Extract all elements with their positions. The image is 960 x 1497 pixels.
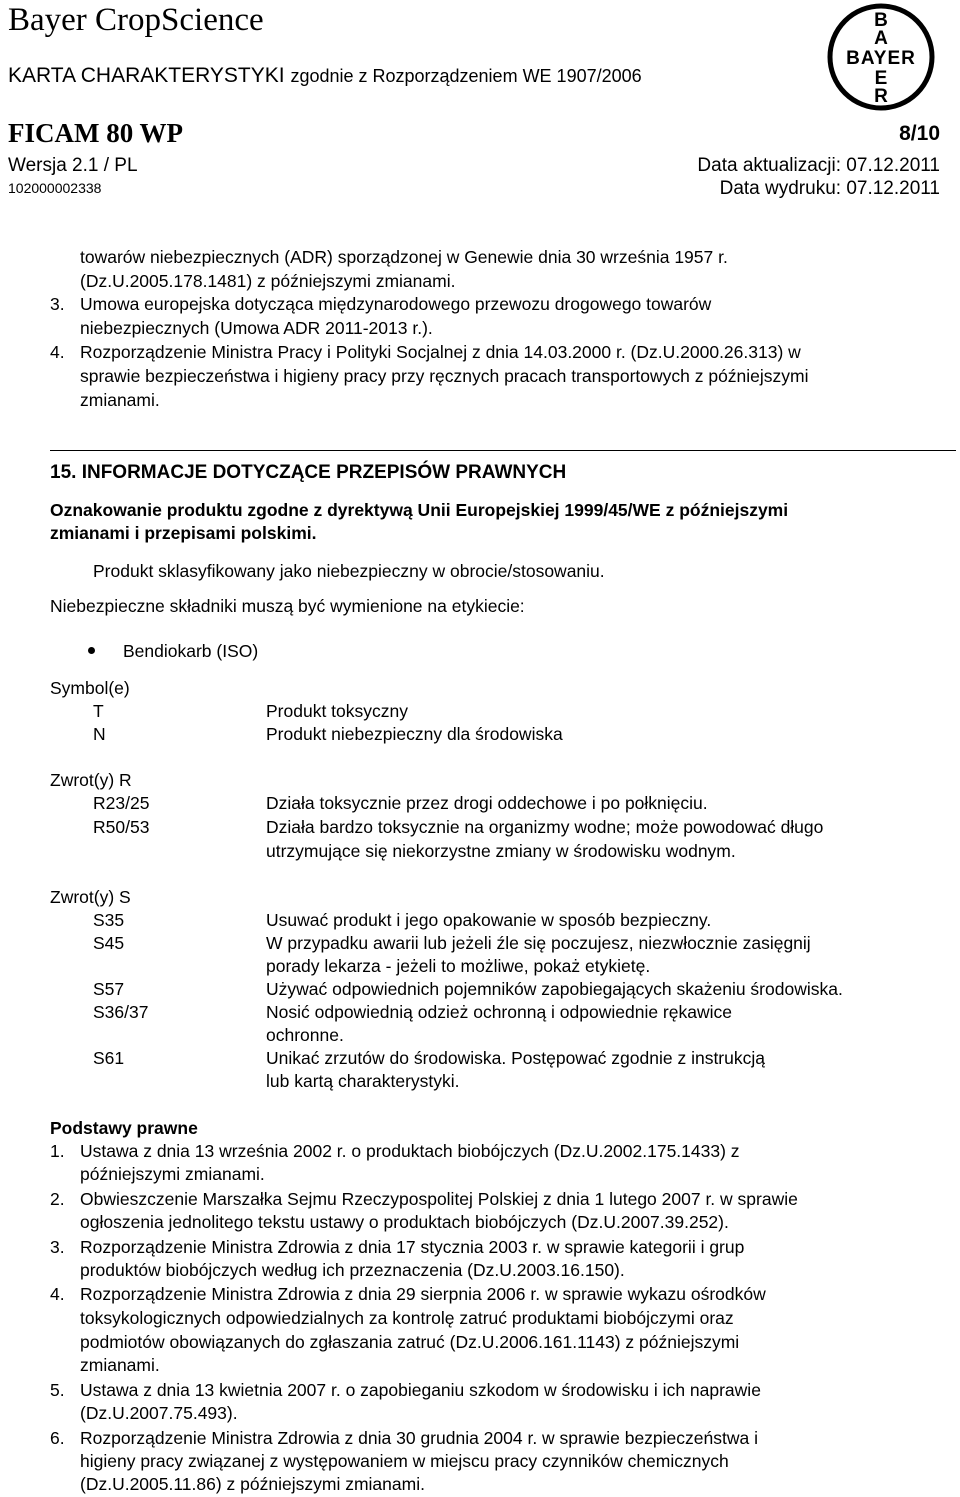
list-number: 2.: [50, 1189, 65, 1209]
legal-item-text: Rozporządzenie Ministra Zdrowia z dnia 29 sierpnia 2006 r. w sprawie wykazu ośrodków: [80, 1284, 766, 1304]
list-item-text: zmianami.: [80, 390, 160, 410]
symbol-text: Produkt niebezpieczny dla środowiska: [266, 724, 563, 744]
list-item-text: Rozporządzenie Ministra Pracy i Polityki Socjalnej z dnia 14.03.2000 r. (Dz.U.2000.26.313) w: [80, 342, 801, 362]
intro-line: towarów niebezpiecznych (ADR) sporządzonej w Genewie dnia 30 września 1957 r.: [80, 247, 728, 267]
r-phrase-text: utrzymujące się niekorzystne zmiany w środowisku wodnym.: [266, 841, 736, 861]
r-phrase-code: R50/53: [93, 817, 150, 837]
s-phrase-text: W przypadku awarii lub jeżeli źle się poczujesz, niezwłocznie zasięgnij: [266, 933, 811, 953]
legal-item-text: (Dz.U.2005.11.86) z późniejszymi zmianami.: [80, 1474, 425, 1494]
classification-text: Produkt sklasyfikowany jako niebezpieczny w obrocie/stosowaniu.: [93, 561, 605, 581]
version-label: Wersja 2.1 / PL: [8, 155, 138, 176]
legal-item-text: późniejszymi zmianami.: [80, 1164, 265, 1184]
list-number: 4.: [50, 342, 65, 362]
s-phrase-text: lub kartą charakterystyki.: [266, 1071, 460, 1091]
list-item-text: Umowa europejska dotycząca międzynarodowego przewozu drogowego towarów: [80, 294, 712, 314]
list-number: 3.: [50, 294, 65, 314]
s-phrase-text: porady lekarza - jeżeli to możliwe, pokaż etykietę.: [266, 956, 651, 976]
s-phrase-code: S61: [93, 1048, 125, 1068]
bayer-cross-logo: [826, 2, 936, 112]
component-name: Bendiokarb (ISO): [123, 641, 259, 661]
r-phrase-text: Działa bardzo toksycznie na organizmy wodne; może powodować długo: [266, 817, 824, 837]
r-phrases-label: Zwrot(y) R: [50, 770, 132, 790]
symbol-code: N: [93, 724, 106, 744]
list-number: 5.: [50, 1380, 65, 1400]
company-name: Bayer CropScience: [8, 2, 264, 38]
document-code: 102000002338: [8, 180, 102, 196]
section-subheading: zmianami i przepisami polskimi.: [50, 523, 317, 543]
legal-item-text: Ustawa z dnia 13 września 2002 r. o produktach biobójczych (Dz.U.2002.175.1433) z: [80, 1141, 740, 1161]
legal-item-text: Ustawa z dnia 13 kwietnia 2007 r. o zapobieganiu szkodom w środowisku i ich naprawie: [80, 1380, 761, 1400]
r-phrase-code: R23/25: [93, 793, 150, 813]
svg-text:B: B: [874, 10, 888, 31]
regulation-label: zgodnie z Rozporządzeniem WE 1907/2006: [290, 66, 642, 86]
legal-item-text: (Dz.U.2007.75.493).: [80, 1403, 238, 1423]
s-phrase-code: S35: [93, 910, 125, 930]
symbols-label: Symbol(e): [50, 678, 130, 698]
list-item-text: niebezpiecznych (Umowa ADR 2011-2013 r.).: [80, 318, 433, 338]
s-phrase-code: S36/37: [93, 1002, 149, 1022]
svg-text:R: R: [874, 86, 888, 107]
legal-item-text: ogłoszenia jednolitego tekstu ustawy o produktach biobójczych (Dz.U.2007.39.252).: [80, 1212, 729, 1232]
section-subheading: Oznakowanie produktu zgodne z dyrektywą Unii Europejskiej 1999/45/WE z późniejszymi: [50, 500, 789, 520]
svg-text:A: A: [874, 28, 888, 49]
s-phrases-label: Zwrot(y) S: [50, 887, 131, 907]
s-phrase-text: Nosić odpowiednią odzież ochronną i odpowiednie rękawice: [266, 1002, 732, 1022]
document-type: [8, 64, 642, 88]
list-number: 1.: [50, 1141, 65, 1161]
s-phrase-text: Unikać zrzutów do środowiska. Postępować zgodnie z instrukcją: [266, 1048, 765, 1068]
svg-text:E: E: [874, 68, 888, 89]
section-heading: 15. INFORMACJE DOTYCZĄCE PRZEPISÓW PRAWNYCH: [50, 462, 567, 483]
legal-heading: Podstawy prawne: [50, 1118, 198, 1138]
list-number: 4.: [50, 1284, 65, 1304]
legal-item-text: podmiotów obowiązanych do zgłaszania zatruć (Dz.U.2006.161.1143) z późniejszymi: [80, 1332, 740, 1352]
doc-type-label: KARTA CHARAKTERYSTYKI: [8, 64, 285, 87]
legal-item-text: Rozporządzenie Ministra Zdrowia z dnia 17 stycznia 2003 r. w sprawie kategorii i grup: [80, 1237, 745, 1257]
hazardous-intro: Niebezpieczne składniki muszą być wymienione na etykiecie:: [50, 596, 525, 616]
legal-item-text: Obwieszczenie Marszałka Sejmu Rzeczypospolitej Polskiej z dnia 1 lutego 2007 r. w sprawie: [80, 1189, 798, 1209]
list-item-text: sprawie bezpieczeństwa i higieny pracy przy ręcznych pracach transportowych z późniejszymi: [80, 366, 809, 386]
legal-item-text: produktów biobójczych według ich przeznaczenia (Dz.U.2003.16.150).: [80, 1260, 625, 1280]
svg-text:BAYER: BAYER: [846, 48, 916, 69]
update-date: Data aktualizacji: 07.12.2011: [697, 155, 940, 176]
list-number: 3.: [50, 1237, 65, 1257]
product-name: FICAM 80 WP: [8, 118, 183, 148]
s-phrase-text: Usuwać produkt i jego opakowanie w sposób bezpieczny.: [266, 910, 712, 930]
page-number: 8/10: [899, 122, 940, 145]
list-number: 6.: [50, 1428, 65, 1448]
legal-item-text: toksykologicznych odpowiedzialnych za kontrolę zatruć produktami biobójczymi oraz: [80, 1308, 734, 1328]
symbol-code: T: [93, 701, 104, 721]
s-phrase-code: S45: [93, 933, 125, 953]
s-phrase-text: Używać odpowiednich pojemników zapobiegających skażeniu środowiska.: [266, 979, 843, 999]
intro-line: (Dz.U.2005.178.1481) z późniejszymi zmianami.: [80, 271, 456, 291]
r-phrase-text: Działa toksycznie przez drogi oddechowe i po połknięciu.: [266, 793, 708, 813]
s-phrase-text: ochronne.: [266, 1025, 344, 1045]
bullet-icon: [88, 647, 95, 654]
legal-item-text: higieny pracy związanej z występowaniem w miejscu pracy czynników chemicznych: [80, 1451, 729, 1471]
legal-item-text: zmianami.: [80, 1355, 160, 1375]
print-date: Data wydruku: 07.12.2011: [719, 178, 940, 199]
legal-item-text: Rozporządzenie Ministra Zdrowia z dnia 30 grudnia 2004 r. w sprawie bezpieczeństwa i: [80, 1428, 758, 1448]
s-phrase-code: S57: [93, 979, 125, 999]
symbol-text: Produkt toksyczny: [266, 701, 408, 721]
section-divider: [50, 450, 956, 451]
